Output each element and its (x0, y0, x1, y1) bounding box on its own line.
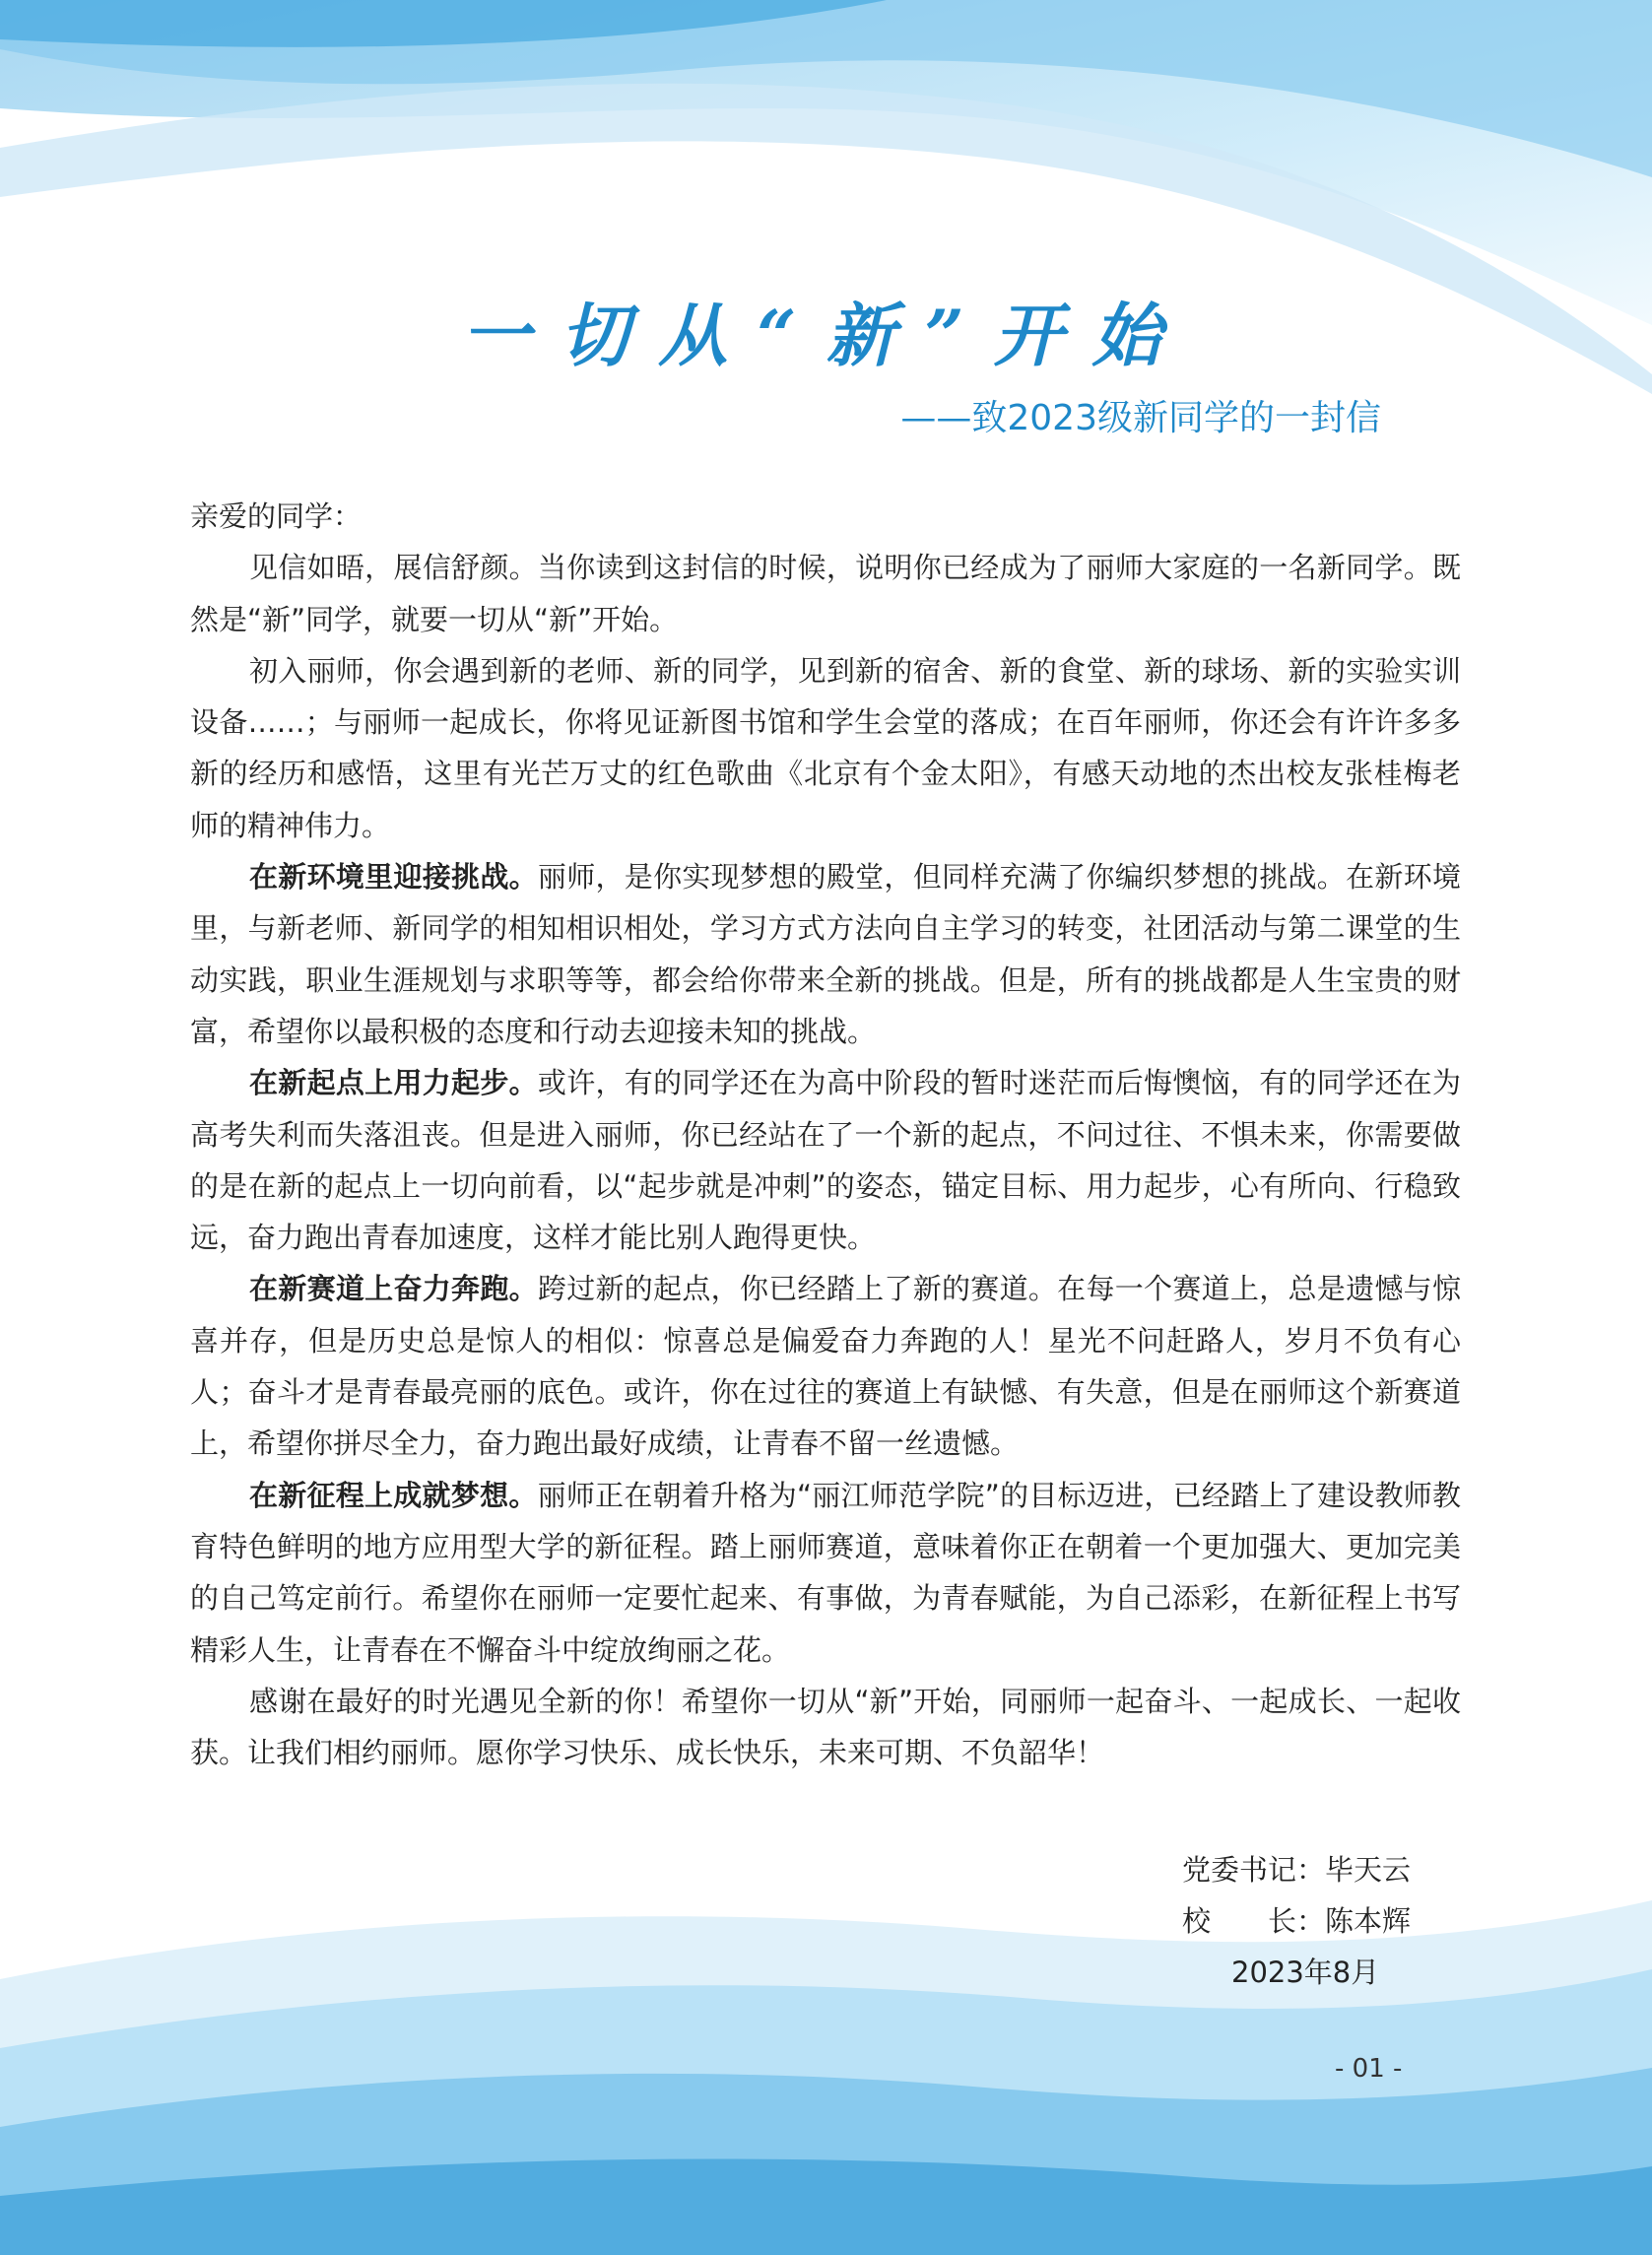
paragraph-5 (190, 1263, 1461, 1469)
paragraph-1 (190, 542, 1461, 645)
president-label: 校 长： (1182, 1904, 1326, 1938)
paragraph-lead: 在新征程上成就梦想。 (249, 1478, 538, 1512)
paragraph-text: 丽师正在朝着升格为“丽江师范学院”的目标迈进，已经踏上了建设教师教育特色鲜明的地方应用型大学的新征程。踏上丽师赛道，意味着你正在朝着一个更加强大、更加完美的自己笃定前行。希望你在丽师一定要忙起来、有事做，为青春赋能，为自己添彩，在新征程上书写精彩人生，让青春在不懈奋斗中绽放绚丽之花。 (190, 1478, 1461, 1667)
paragraph-lead: 在新起点上用力起步。 (249, 1066, 538, 1100)
page-subtitle: ——致2023级新同学的一封信 (900, 398, 1381, 438)
paragraph-lead: 在新环境里迎接挑战。 (249, 860, 538, 895)
paragraph-text: 感谢在最好的时光遇见全新的你！希望你一切从“新”开始，同丽师一起奋斗、一起成长、一起收获。让我们相约丽师。愿你学习快乐、成长快乐，未来可期、不负韶华！ (190, 1684, 1461, 1770)
letter-body (190, 491, 1461, 1778)
signature-president (1182, 1895, 1411, 1947)
paragraph-text: 或许，有的同学还在为高中阶段的暂时迷茫而后悔懊恼，有的同学还在为高考失利而失落沮丧。但是进入丽师，你已经站在了一个新的起点，不问过往、不惧未来，你需要做的是在新的起点上一切向前看，以“起步就是冲刺”的姿态，锚定目标、用力起步，心有所向、行稳致远，奋力跑出青春加速度，这样才能比别人跑得更快。 (190, 1066, 1461, 1255)
secretary-label: 党委书记： (1182, 1853, 1326, 1887)
paragraph-3 (190, 851, 1461, 1057)
page-number: - 01 - (1335, 2054, 1403, 2084)
paragraph-4 (190, 1057, 1461, 1263)
paragraph-6 (190, 1470, 1461, 1676)
paragraph-lead: 在新赛道上奋力奔跑。 (249, 1272, 538, 1306)
signature-date: 2023年8月 (1231, 1956, 1380, 1989)
president-name: 陈本辉 (1325, 1904, 1412, 1938)
signature-secretary (1182, 1844, 1411, 1895)
paragraph-text: 初入丽师，你会遇到新的老师、新的同学，见到新的宿舍、新的食堂、新的球场、新的实验实训设备……；与丽师一起成长，你将见证新图书馆和学生会堂的落成；在百年丽师，你还会有许许多多新的经历和感悟，这里有光芒万丈的红色歌曲《北京有个金太阳》，有感天动地的杰出校友张桂梅老师的精神伟力。 (190, 653, 1461, 842)
paragraph-text: 丽师，是你实现梦想的殿堂，但同样充满了你编织梦想的挑战。在新环境里，与新老师、新同学的相知相识相处，学习方式方法向自主学习的转变，社团活动与第二课堂的生动实践，职业生涯规划与求职等等，都会给你带来全新的挑战。但是，所有的挑战都是人生宝贵的财富，希望你以最积极的态度和行动去迎接未知的挑战。 (190, 860, 1461, 1048)
paragraph-2 (190, 645, 1461, 851)
signature-block (1182, 1844, 1411, 1998)
paragraph-text: 见信如晤，展信舒颜。当你读到这封信的时候，说明你已经成为了丽师大家庭的一名新同学。既然是“新”同学，就要一切从“新”开始。 (190, 551, 1461, 636)
paragraph-7 (190, 1676, 1461, 1779)
page-title: 一切从“新”开始 (461, 295, 1191, 376)
salutation: 亲爱的同学： (190, 499, 363, 533)
secretary-name: 毕天云 (1325, 1853, 1412, 1887)
paragraph-text: 跨过新的起点，你已经踏上了新的赛道。在每一个赛道上，总是遗憾与惊喜并存，但是历史总是惊人的相似：惊喜总是偏爱奋力奔跑的人！星光不问赶路人，岁月不负有心人；奋斗才是青春最亮丽的底色。或许，你在过往的赛道上有缺憾、有失意，但是在丽师这个新赛道上，希望你拼尽全力，奋力跑出最好成绩，让青春不留一丝遗憾。 (190, 1272, 1461, 1461)
